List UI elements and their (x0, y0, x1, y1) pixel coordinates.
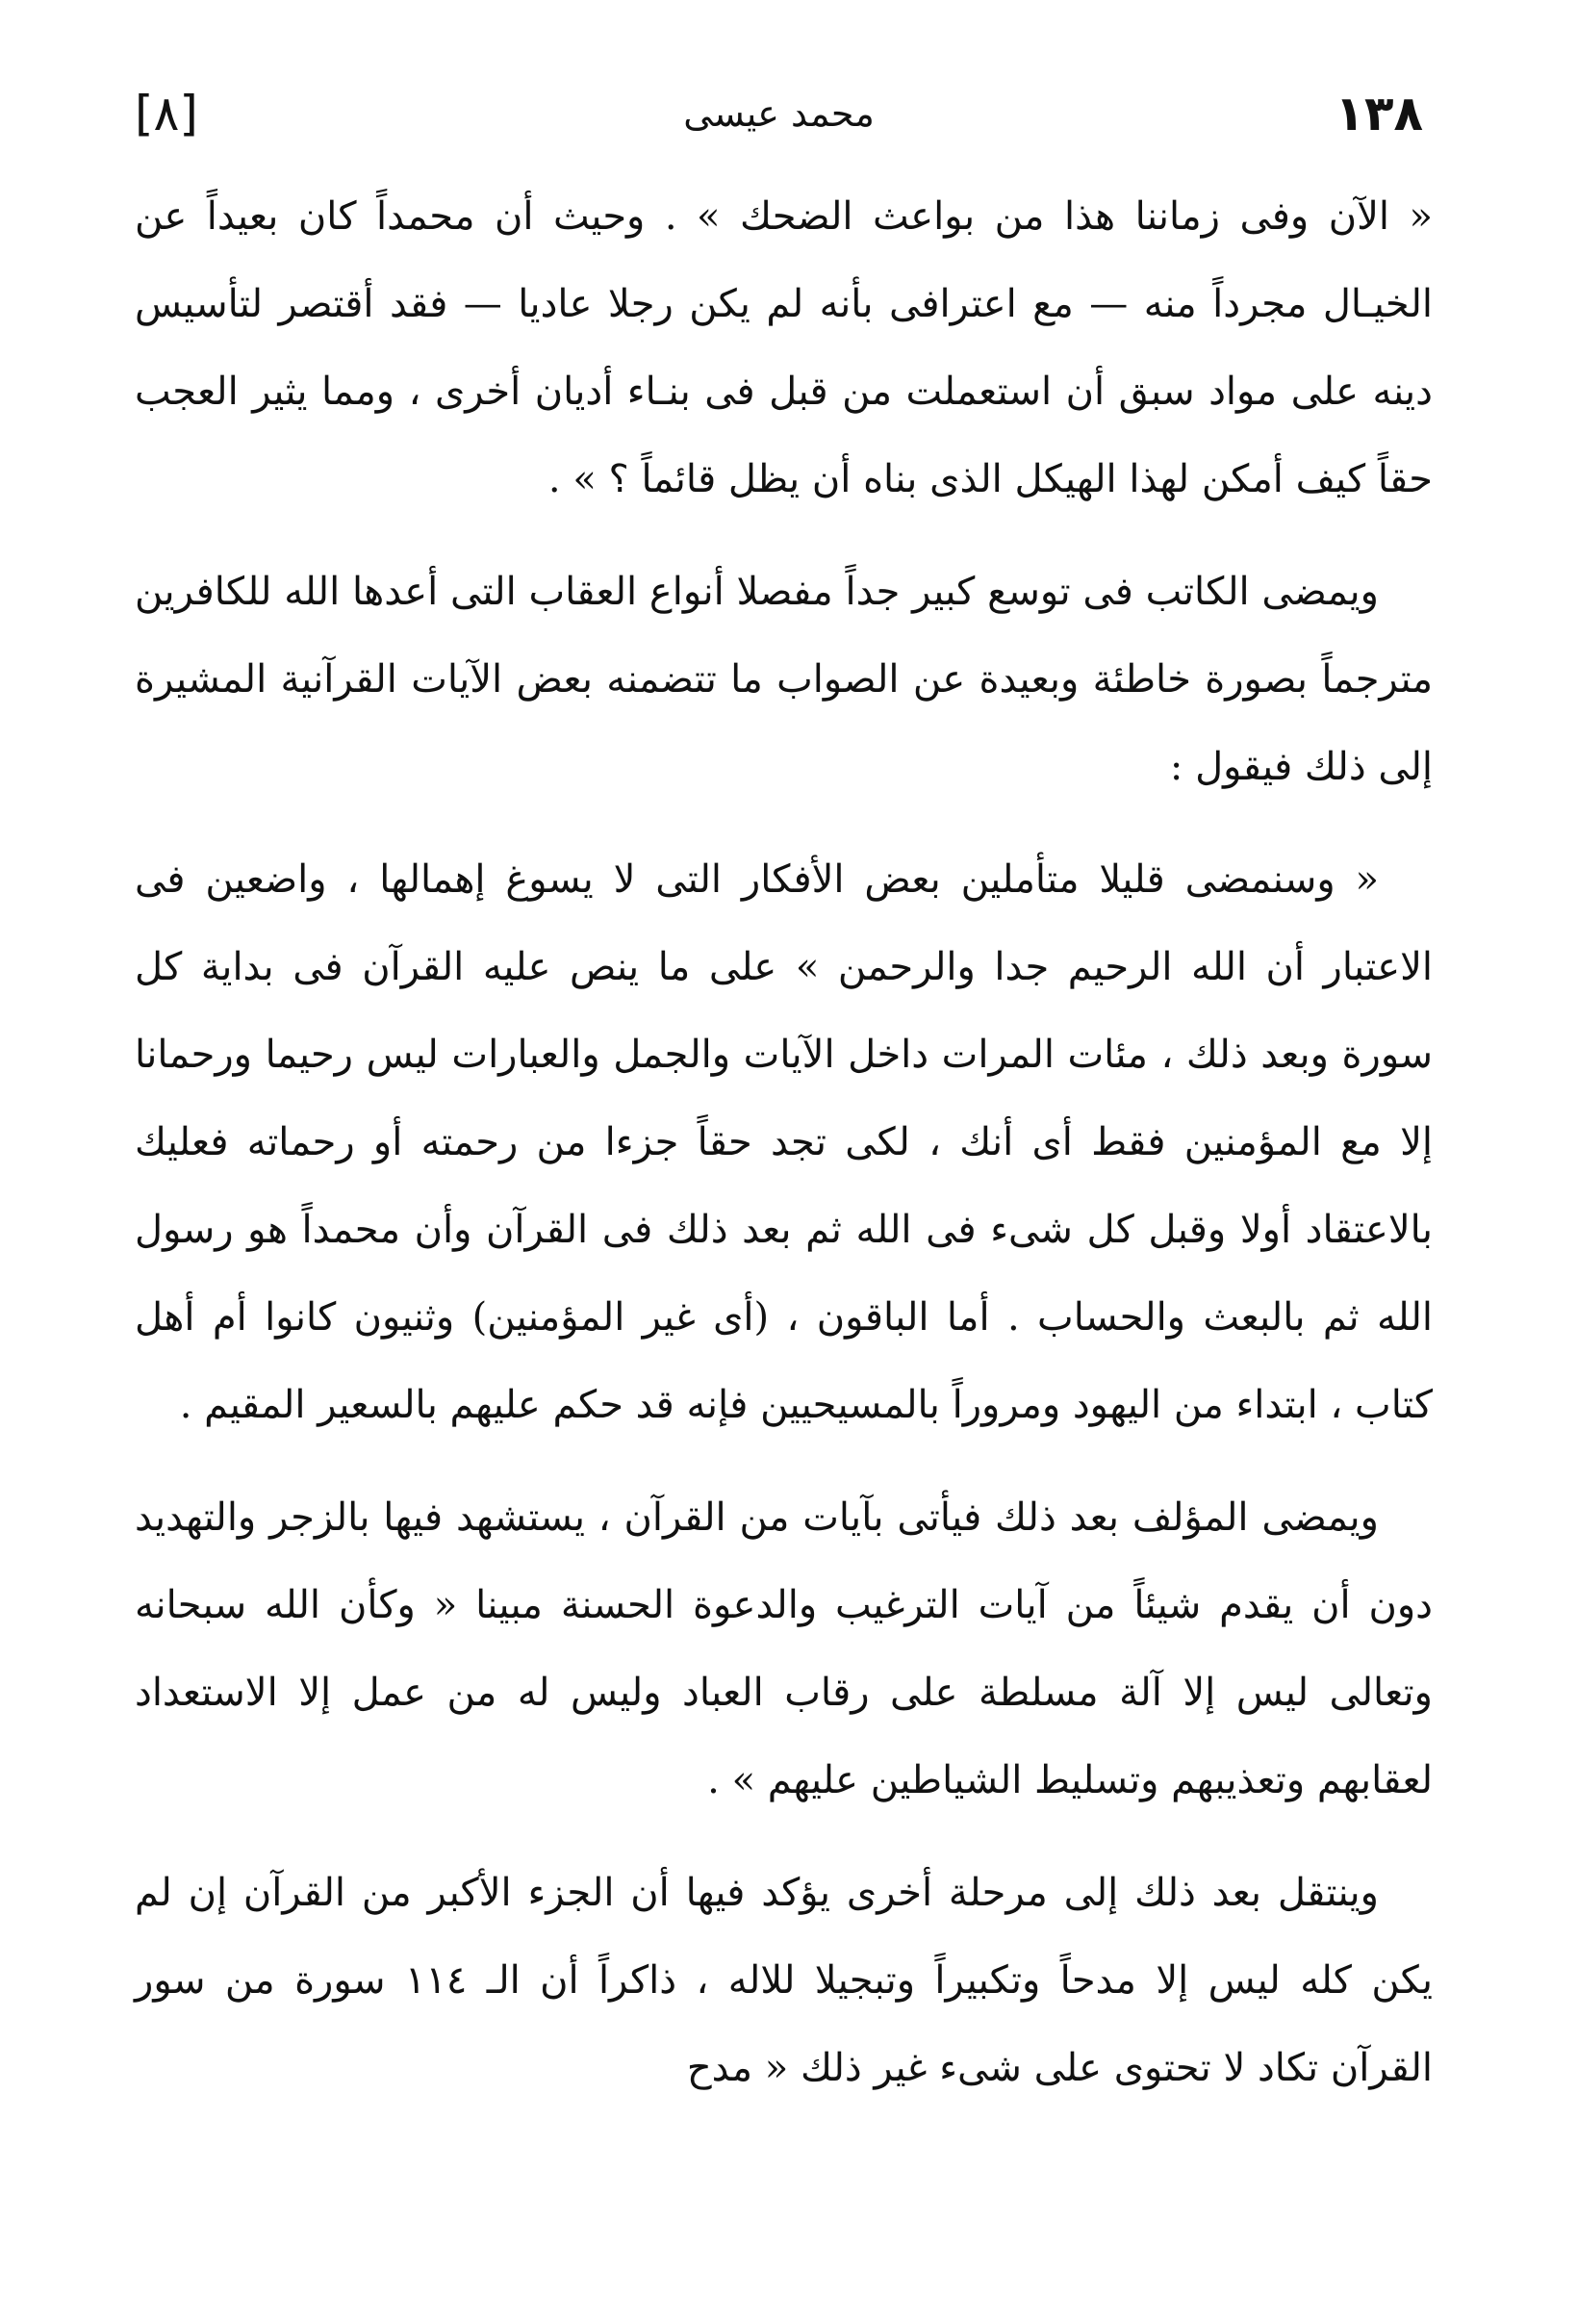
page-header (135, 75, 1423, 152)
running-head-author: محمد عيسى (683, 92, 875, 135)
body-text (135, 173, 1433, 2112)
paragraph: وينتقل بعد ذلك إلى مرحلة أخرى يؤكد فيها أن الجزء الأكبر من القرآن إن لم يكن كله ليس إلا مدحاً وتكبيراً وتبجيلا للاله ، ذاكراً أن الـ ١١٤ سورة من سور القرآن تكاد لا تحتوى على شىء غير ذلك « مدح (135, 1871, 1433, 2090)
chapter-number: [٨] (135, 86, 198, 141)
paragraph: « وسنمضى قليلا متأملين بعض الأفكار التى لا يسوغ إهمالها ، واضعين فى الاعتبار أن الله الرحيم جدا والرحمن » على ما ينص عليه القرآن فى بداية كل سورة وبعد ذلك ، مئات المرات داخل الآيات والجمل والعبارات ليس رحيما ورحمانا إلا مع المؤمنين فقط أى أنك ، لكى تجد حقاً جزءا من رحمته أو رحماته فعليك بالاعتقاد أولا وقبل كل شىء فى الله ثم بعد ذلك فى القرآن وأن محمداً هو رسول الله ثم بالبعث والحساب . أما الباقون ، (أى غير المؤمنين) وثنيون كانوا أم أهل كتاب ، ابتداء من اليهود ومروراً بالمسيحيين فإنه قد حكم عليهم بالسعير المقيم . (135, 857, 1433, 1427)
paragraph: ويمضى الكاتب فى توسع كبير جداً مفصلا أنواع العقاب التى أعدها الله للكافرين مترجماً بصورة خاطئة وبعيدة عن الصواب ما تتضمنه بعض الآيات القرآنية المشيرة إلى ذلك فيقول : (135, 570, 1433, 789)
page-number: ١٣٨ (1335, 86, 1423, 141)
paragraph: « الآن وفى زماننا هذا من بواعث الضحك » . وحيث أن محمداً كان بعيداً عن الخيـال مجرداً منه — مع اعترافى بأنه لم يكن رجلا عاديا — فقد أقتصر لتأسيس دينه على مواد سبق أن استعملت من قبل فى بنـاء أديان أخرى ، ومما يثير العجب حقاً كيف أمكن لهذا الهيكل الذى بناه أن يظل قائماً ؟ » . (135, 194, 1433, 501)
paragraph: ويمضى المؤلف بعد ذلك فيأتى بآيات من القرآن ، يستشهد فيها بالزجر والتهديد دون أن يقدم شيئاً من آيات الترغيب والدعوة الحسنة مبينا « وكأن الله سبحانه وتعالى ليس إلا آلة مسلطة على رقاب العباد وليس له من عمل إلا الاستعداد لعقابهم وتعذيبهم وتسليط الشياطين عليهم » . (135, 1495, 1433, 1802)
